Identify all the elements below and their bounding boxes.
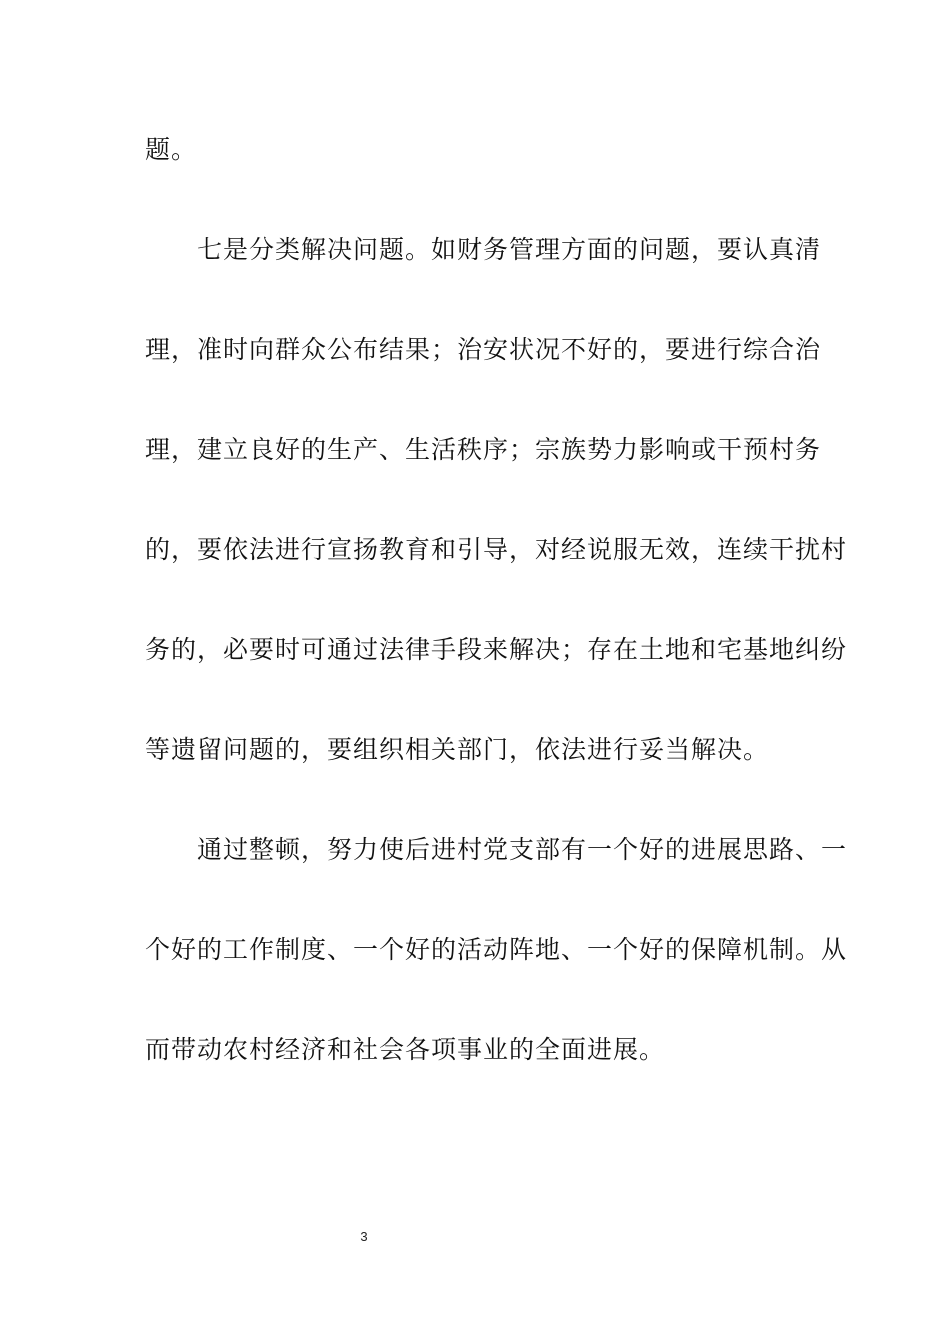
text-line: 而带动农村经济和社会各项事业的全面进展。 xyxy=(145,1035,666,1064)
text-line: 题。 xyxy=(145,135,198,164)
text-line: 理，准时向群众公布结果；治安状况不好的，要进行综合治 xyxy=(145,335,822,364)
text-line: 理，建立良好的生产、生活秩序；宗族势力影响或干预村务 xyxy=(145,435,822,464)
text-line: 等遗留问题的，要组织相关部门，依法进行妥当解决。 xyxy=(145,735,770,764)
text-line: 通过整顿，努力使后进村党支部有一个好的进展思路、一 xyxy=(197,835,848,864)
text-line: 的，要依法进行宣扬教育和引导，对经说服无效，连续干扰村 xyxy=(145,535,848,564)
text-line: 务的，必要时可通过法律手段来解决；存在土地和宅基地纠纷 xyxy=(145,635,848,664)
text-line: 个好的工作制度、一个好的活动阵地、一个好的保障机制。从 xyxy=(145,935,848,964)
text-line: 七是分类解决问题。如财务管理方面的问题，要认真清 xyxy=(197,235,822,264)
page-number: 3 xyxy=(360,1229,368,1244)
